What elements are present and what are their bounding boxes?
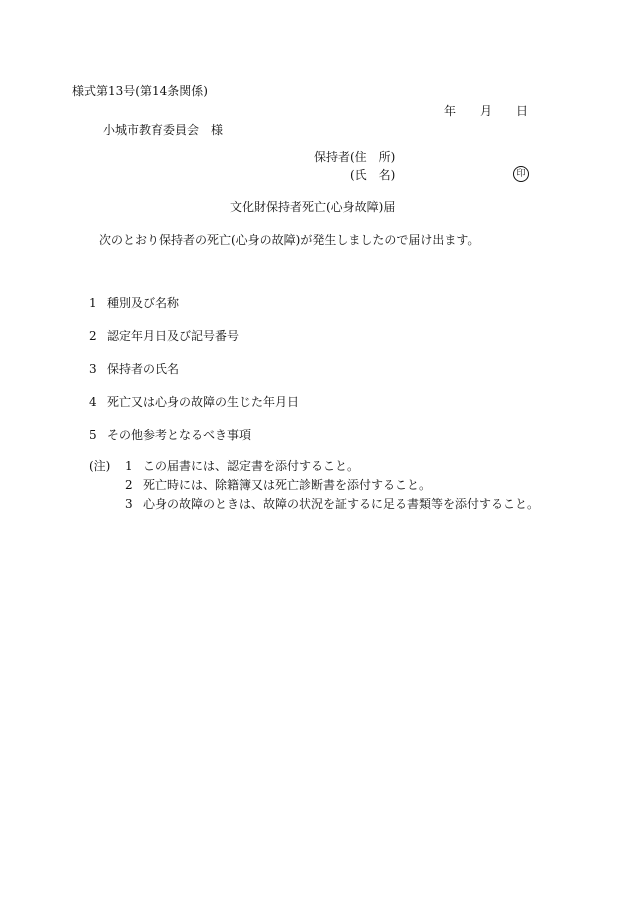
list-item <box>89 296 299 329</box>
list-item <box>89 395 299 428</box>
item-text: その他参考となるべき事項 <box>107 428 252 442</box>
intro-text: 次のとおり保持者の死亡(心身の故障)が発生しましたので届け出ます。 <box>99 233 480 247</box>
holder-address-label: 保持者(住 所) <box>314 150 396 164</box>
item-list <box>89 296 299 461</box>
holder-name-label: (氏 名) <box>350 168 396 182</box>
note-number: 3 <box>125 497 133 511</box>
seal-mark: 印 <box>513 166 529 182</box>
item-number: 3 <box>89 362 97 376</box>
item-text: 死亡又は心身の故障の生じた年月日 <box>107 395 300 409</box>
date-day-label: 日 <box>516 104 529 118</box>
note-text: 心身の故障のときは、故障の状況を証するに足る書類等を添付すること。 <box>143 497 540 511</box>
item-text: 認定年月日及び記号番号 <box>107 329 240 343</box>
item-text: 種別及び名称 <box>107 296 180 310</box>
note-text: 死亡時には、除籍簿又は死亡診断書を添付すること。 <box>143 478 432 492</box>
note-number: 1 <box>125 459 133 473</box>
list-item <box>89 362 299 395</box>
note-text: この届書には、認定書を添付すること。 <box>143 459 360 473</box>
item-number: 5 <box>89 428 97 442</box>
item-number: 4 <box>89 395 97 409</box>
list-item <box>89 428 299 461</box>
item-number: 1 <box>89 296 97 310</box>
form-number-label: 様式第13号(第14条関係) <box>72 84 208 98</box>
notes-prefix: (注) <box>89 459 111 473</box>
document-title: 文化財保持者死亡(心身故障)届 <box>230 200 396 214</box>
addressee: 小城市教育委員会 様 <box>103 123 224 137</box>
date-year-label: 年 <box>444 104 457 118</box>
item-number: 2 <box>89 329 97 343</box>
date-month-label: 月 <box>480 104 493 118</box>
list-item <box>89 329 299 362</box>
note-number: 2 <box>125 478 133 492</box>
item-text: 保持者の氏名 <box>107 362 180 376</box>
